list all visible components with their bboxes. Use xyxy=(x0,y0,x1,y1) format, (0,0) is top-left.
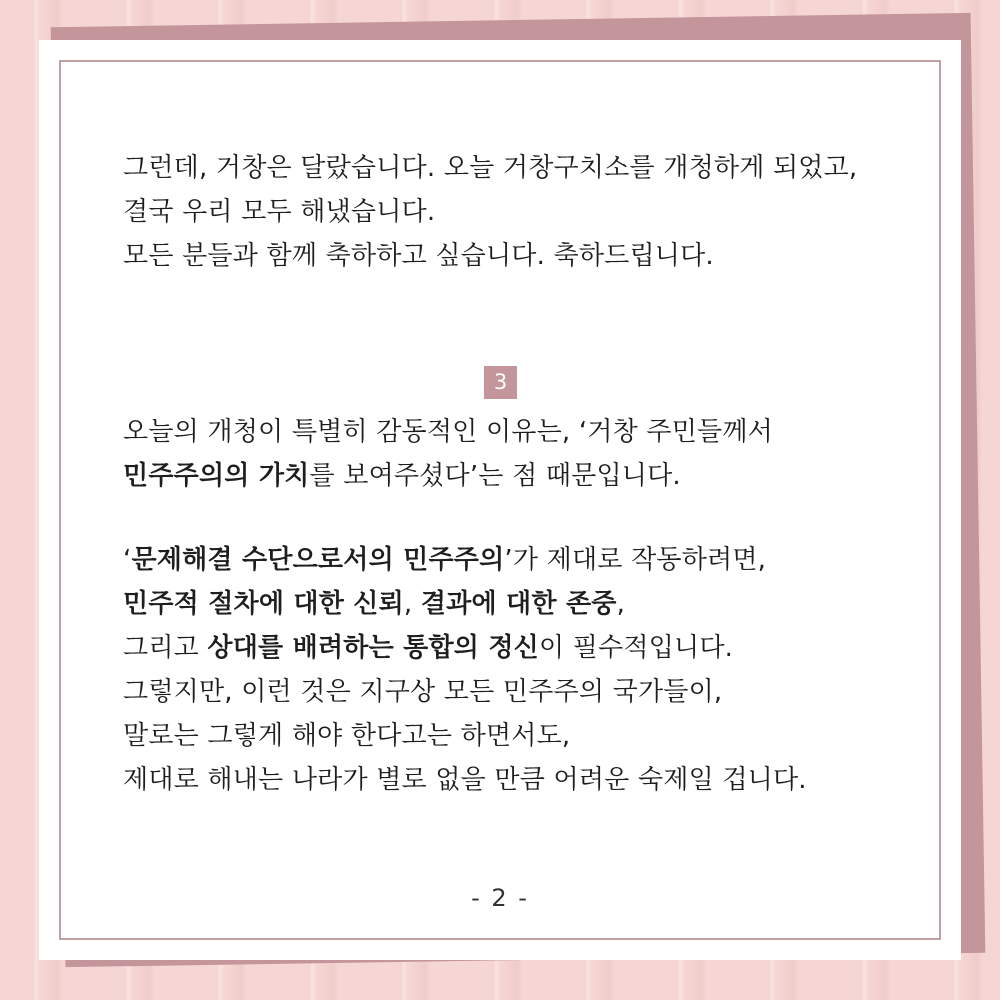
text-span: , xyxy=(616,589,626,619)
text-line: 그렇지만, 이런 것은 지구상 모든 민주주의 국가들이, xyxy=(123,677,723,707)
quote-mark: ‘ xyxy=(123,545,132,575)
emphasis-text: 결과에 대한 존중 xyxy=(420,589,617,619)
text-span: 그리고 xyxy=(123,633,208,663)
text-line xyxy=(123,538,903,582)
emphasis-text: 민주주의의 가치 xyxy=(123,461,310,491)
document-page xyxy=(39,40,961,960)
text-span: 를 보여주셨다’는 점 때문입니다. xyxy=(309,461,681,491)
paragraph-intro xyxy=(123,146,903,278)
text-line: 모든 분들과 함께 축하하고 싶습니다. 축하드립니다. xyxy=(123,241,714,271)
emphasis-text: 문제해결 수단으로서의 민주주의 xyxy=(131,545,505,575)
text-line xyxy=(123,582,903,626)
page-number: - 2 - xyxy=(471,884,529,912)
paragraph-reason xyxy=(123,410,903,498)
text-line: 결국 우리 모두 해냈습니다. xyxy=(123,197,436,227)
text-span: ’가 제대로 작동하려면, xyxy=(504,545,767,575)
text-span: 이 필수적입니다. xyxy=(538,633,734,663)
text-line xyxy=(123,626,903,670)
emphasis-text: 상대를 배려하는 통합의 정신 xyxy=(207,633,539,663)
section-number-badge: 3 xyxy=(484,366,517,399)
emphasis-text: 민주적 절차에 대한 신뢰 xyxy=(123,589,404,619)
text-span: , xyxy=(403,589,421,619)
text-line: 오늘의 개청이 특별히 감동적인 이유는, ‘거창 주민들께서 xyxy=(123,417,773,447)
paragraph-democracy xyxy=(123,538,903,802)
text-line: 말로는 그렇게 해야 한다고는 하면서도, xyxy=(123,721,571,751)
text-line: 제대로 해내는 나라가 별로 없을 만큼 어려운 숙제일 겁니다. xyxy=(123,765,807,795)
text-line xyxy=(123,454,903,498)
text-line: 그런데, 거창은 달랐습니다. 오늘 거창구치소를 개청하게 되었고, xyxy=(123,153,858,183)
